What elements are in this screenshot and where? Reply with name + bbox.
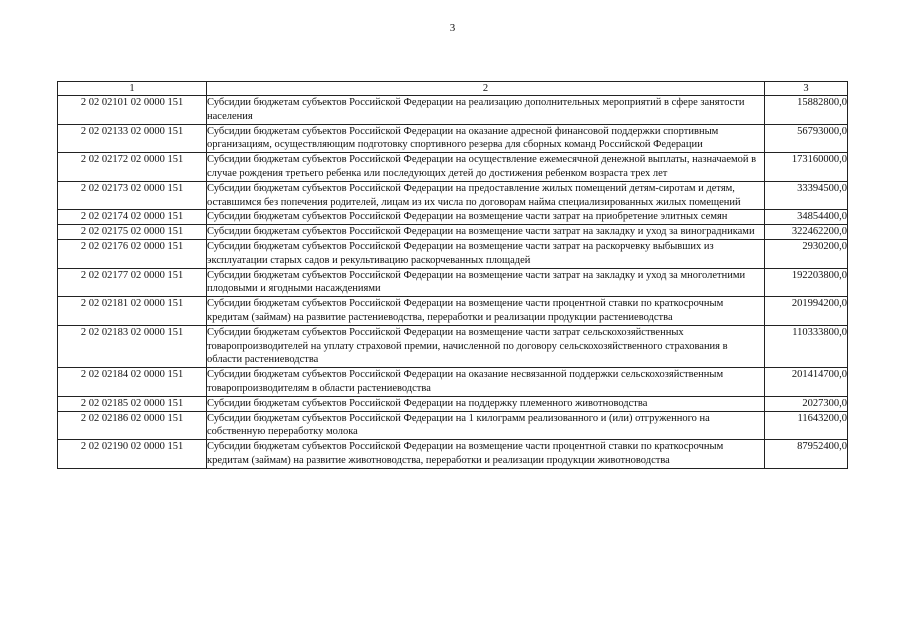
column-header-code: 1 — [58, 82, 207, 96]
description-cell: Субсидии бюджетам субъектов Российской Федерации на предоставление жилых помещений детям-сиротам и детям, оставшимся без попечения родителей, лицам из их числа по договорам найма специализированных жилых помещений — [207, 181, 765, 210]
budget-revenue-table — [57, 81, 848, 469]
table-row — [58, 297, 848, 326]
description-cell: Субсидии бюджетам субъектов Российской Федерации на возмещение части процентной ставки по краткосрочным кредитам (займам) на развитие растениеводства, переработки и реализации продукции растениеводства — [207, 297, 765, 326]
budget-code-cell: 2 02 02101 02 0000 151 — [58, 96, 207, 125]
amount-cell: 110333800,0 — [765, 325, 848, 367]
amount-cell: 56793000,0 — [765, 124, 848, 153]
amount-cell: 192203800,0 — [765, 268, 848, 297]
table-row — [58, 396, 848, 411]
description-cell: Субсидии бюджетам субъектов Российской Федерации на оказание несвязанной поддержки сельскохозяйственным товаропроизводителям в области растениеводства — [207, 368, 765, 397]
table-row — [58, 225, 848, 240]
amount-cell: 87952400,0 — [765, 440, 848, 469]
table-row — [58, 153, 848, 182]
description-cell: Субсидии бюджетам субъектов Российской Федерации на оказание адресной финансовой поддержки спортивным организациям, осуществляющим подготовку спортивного резерва для сборных команд Российской Федерации — [207, 124, 765, 153]
amount-cell: 2027300,0 — [765, 396, 848, 411]
table-row — [58, 325, 848, 367]
budget-code-cell: 2 02 02185 02 0000 151 — [58, 396, 207, 411]
table-header-row — [58, 82, 848, 96]
budget-code-cell: 2 02 02174 02 0000 151 — [58, 210, 207, 225]
amount-cell: 15882800,0 — [765, 96, 848, 125]
budget-code-cell: 2 02 02190 02 0000 151 — [58, 440, 207, 469]
description-cell: Субсидии бюджетам субъектов Российской Федерации на возмещение части затрат на закладку и уход за виноградниками — [207, 225, 765, 240]
table-row — [58, 96, 848, 125]
column-header-description: 2 — [207, 82, 765, 96]
column-header-amount: 3 — [765, 82, 848, 96]
budget-code-cell: 2 02 02133 02 0000 151 — [58, 124, 207, 153]
description-cell: Субсидии бюджетам субъектов Российской Федерации на 1 килограмм реализованного и (или) отгруженного на собственную переработку молока — [207, 411, 765, 440]
amount-cell: 11643200,0 — [765, 411, 848, 440]
amount-cell: 34854400,0 — [765, 210, 848, 225]
description-cell: Субсидии бюджетам субъектов Российской Федерации на возмещение части процентной ставки по краткосрочным кредитам (займам) на развитие животноводства, переработки и реализации продукции животноводства — [207, 440, 765, 469]
amount-cell: 173160000,0 — [765, 153, 848, 182]
table-row — [58, 368, 848, 397]
table-row — [58, 210, 848, 225]
description-cell: Субсидии бюджетам субъектов Российской Федерации на реализацию дополнительных мероприятий в сфере занятости населения — [207, 96, 765, 125]
table-row — [58, 124, 848, 153]
table-row — [58, 239, 848, 268]
budget-code-cell: 2 02 02177 02 0000 151 — [58, 268, 207, 297]
amount-cell: 322462200,0 — [765, 225, 848, 240]
table-row — [58, 181, 848, 210]
description-cell: Субсидии бюджетам субъектов Российской Федерации на осуществление ежемесячной денежной выплаты, назначаемой в случае рождения третьего ребенка или последующих детей до достижения ребенком возраста трех лет — [207, 153, 765, 182]
budget-code-cell: 2 02 02172 02 0000 151 — [58, 153, 207, 182]
budget-code-cell: 2 02 02181 02 0000 151 — [58, 297, 207, 326]
description-cell: Субсидии бюджетам субъектов Российской Федерации на возмещение части затрат на закладку и уход за многолетними плодовыми и ягодными насаждениями — [207, 268, 765, 297]
amount-cell: 2930200,0 — [765, 239, 848, 268]
amount-cell: 201994200,0 — [765, 297, 848, 326]
amount-cell: 33394500,0 — [765, 181, 848, 210]
budget-code-cell: 2 02 02176 02 0000 151 — [58, 239, 207, 268]
budget-code-cell: 2 02 02173 02 0000 151 — [58, 181, 207, 210]
description-cell: Субсидии бюджетам субъектов Российской Федерации на возмещение части затрат на раскорчевку выбывших из эксплуатации старых садов и рекультивацию раскорчеванных площадей — [207, 239, 765, 268]
budget-code-cell: 2 02 02183 02 0000 151 — [58, 325, 207, 367]
description-cell: Субсидии бюджетам субъектов Российской Федерации на возмещение части затрат на приобретение элитных семян — [207, 210, 765, 225]
table-row — [58, 268, 848, 297]
page-number: 3 — [449, 22, 456, 34]
table-row — [58, 411, 848, 440]
budget-code-cell: 2 02 02186 02 0000 151 — [58, 411, 207, 440]
budget-code-cell: 2 02 02175 02 0000 151 — [58, 225, 207, 240]
description-cell: Субсидии бюджетам субъектов Российской Федерации на возмещение части затрат сельскохозяйственных товаропроизводителей на уплату страховой премии, начисленной по договору сельскохозяйственного страхования в области растениеводства — [207, 325, 765, 367]
budget-code-cell: 2 02 02184 02 0000 151 — [58, 368, 207, 397]
table-body — [58, 96, 848, 469]
amount-cell: 201414700,0 — [765, 368, 848, 397]
table-row — [58, 440, 848, 469]
description-cell: Субсидии бюджетам субъектов Российской Федерации на поддержку племенного животноводства — [207, 396, 765, 411]
